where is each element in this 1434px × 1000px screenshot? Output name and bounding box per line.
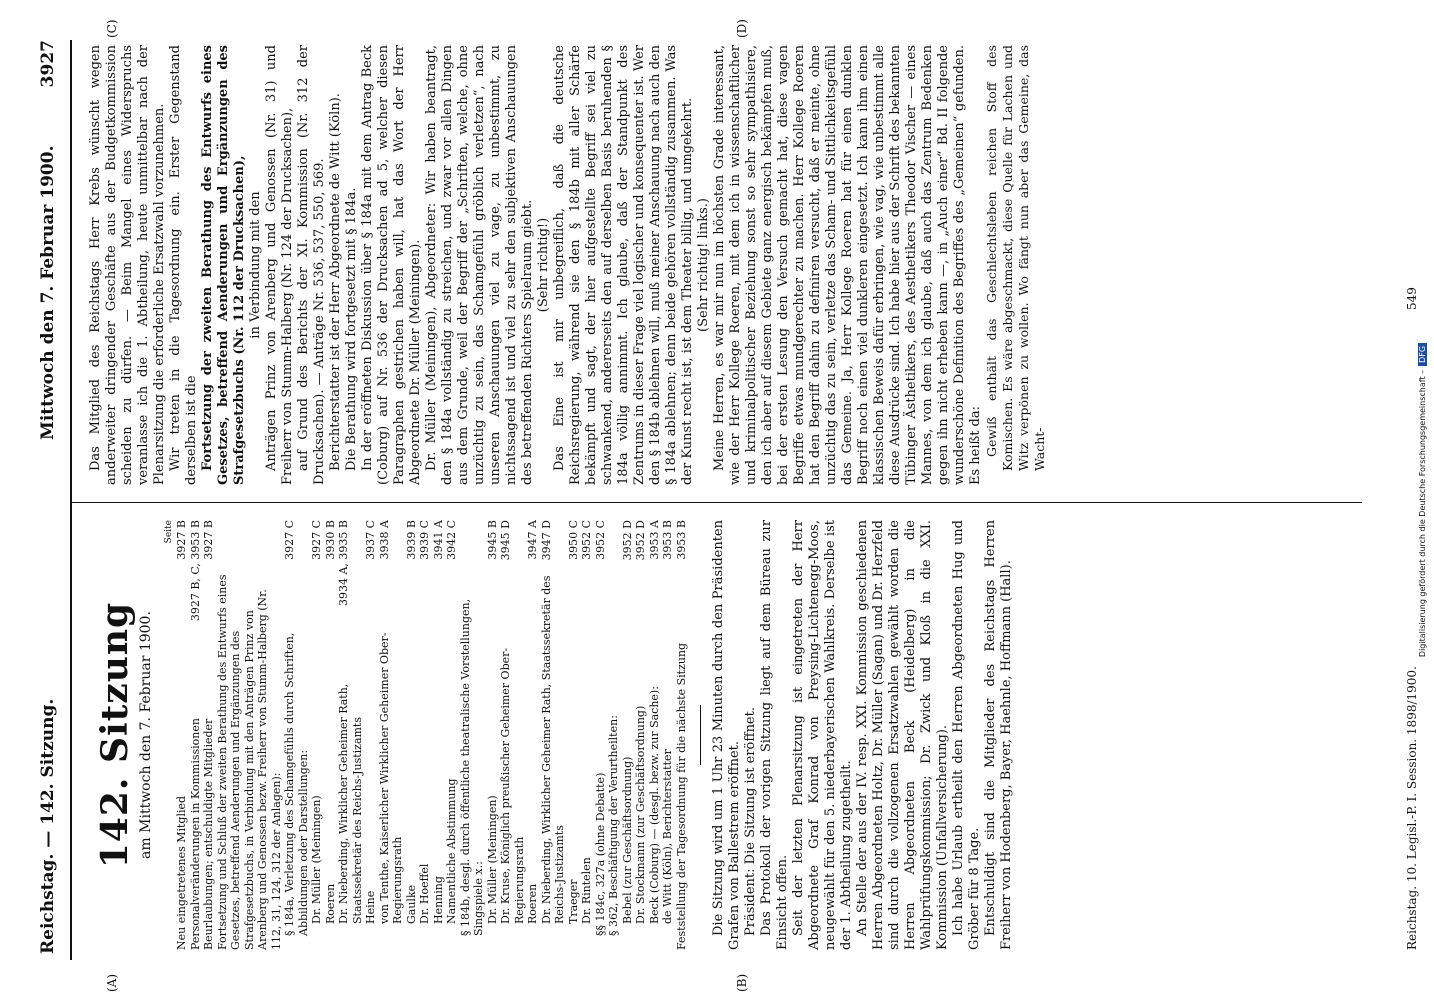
toc-entry: [418, 520, 432, 950]
header-rule: [70, 40, 72, 960]
toc-entry-text: Gaulke: [404, 884, 418, 924]
toc-entry-page: 3950 C: [566, 520, 580, 560]
toc-entry-page: 3945 D: [499, 520, 512, 561]
toc-entry-text: Bebel (zur Geschäftsordnung): [620, 756, 634, 924]
toc-entry-page: [459, 520, 486, 560]
toc-entry-text: Heine: [364, 890, 377, 924]
toc-entry-text: Dr. Nieberding, Wirklicher Geheimer Rath, Staatssekretär des Reichs-Justizamts: [337, 683, 364, 924]
digitization-note: [1418, 0, 1427, 1000]
right-paragraph: Gewiß enthält das Geschlechtsleben reichen Stoff des Komischen. Es wäre abgeschmackt, diese Quelle für Lachen und Witz verpönen zu wollen. Wo fängt nun aber das Gemeine, das Wacht-: [984, 45, 1047, 471]
toc-entry: [661, 520, 675, 950]
right-paragraph: In der eröffneten Diskussion über § 184a mit dem Antrag Beck (Coburg) auf Nr. 536 der Drucksachen ad 5, welcher diesen Paragraphen gestrichen haben will, hat das Wort der Herr Abgeordnete Dr. Müller (Meiningen).: [360, 45, 423, 485]
toc-entry: [337, 520, 364, 950]
right-paragraph: Meine Herren, es war mir nun im höchsten Grade interessant, wie der Herr Kollege Roeren, mit dem ich in wissenschaftlicher und kriminalpolitischer Beziehung sonst so sehr sympathisiere, den ich aber auf diesem Gebiete ganz energisch bekämpfen muß, bei der ersten Lesung den Versuch gemacht hat, diese vagen Begriffe etwas mundgerechter zu machen. Herr Kollege Roeren hat den Begriff dahin zu definiren versucht, daß er meinte, ohne unzüchtig das zu sein, verletze das Scham- und Sittlichkeitsgefühl das Gemeine. Ja, Herr Kollege Roeren hat für einen dunklen Begriff noch einen viel dunkleren eingesetzt. Ich kann ihm einen klassischen Beweis dafür erbringen, wie vag, wie unbestimmt alle diese Ausdrücke sind. Ich habe hier aus der Schrift des bekannten Tübinger Ästhetikers, des Aesthetikers Theodor Vischer — eines Mannes, von dem ich glaube, daß auch das Zentrum Bedenken gegen ihn nicht erheben kann —, in „Auch einer“ Bd. II folgende wunderschöne Definition des Begriffes des „Gemeinen“ gefunden. Es heißt da:: [712, 45, 983, 485]
toc-entry-page: 3953 A: [647, 520, 661, 560]
toc-entry-page: [607, 520, 621, 560]
right-paragraph: Die Berathung wird fortgesetzt mit § 184a.: [344, 187, 359, 471]
footer-right: 549: [1405, 287, 1419, 310]
toc-entry-text: § 362, Beschäftigung der Verurtheilten:: [607, 715, 620, 936]
toc-entry-text: Dr. Hoeffel: [418, 863, 431, 924]
left-paragraph: Das Protokoll der vorigen Sitzung liegt auf dem Büreau zur Einsicht offen.: [759, 520, 790, 950]
toc-entry-page: 3947 D: [539, 520, 553, 561]
toc-entry: [175, 520, 189, 950]
toc-entry: [283, 520, 310, 950]
toc-entry: [634, 520, 648, 950]
toc-entry-text: § 184a, Verletzung des Schamgefühls durch Schriften, Abbildungen oder Darstellungen:: [283, 632, 310, 936]
right-column: [88, 45, 1408, 485]
toc-entry-text: Henning: [431, 876, 445, 924]
left-paragraph: An Stelle der aus der IV. resp. XXI. Kommission geschiedenen Herren Abgeordneten Holtz, Dr. Müller (Sagan) und Dr. Herzfeld sind durch die vollzogenen Ersatzwahlen gewählt worden die Herren Abgeordneten Beck (Heidelberg) in die Wahlprüfungskommission; Dr. Zwick und Kloß in die XXI. Kommission (Unfallversicherung).: [855, 520, 950, 950]
margin-mark-b: (B): [735, 973, 749, 992]
right-paragraph: Das Eine ist mir unbegreiflich, daß die deutsche Reichsregierung, während sie den § 184b mit aller Schärfe bekämpft und sagt, der hier aufgestellte Begriff sei viel zu schwankend, andererseits den auf derselben Basis beruhenden § 184a völlig annimmt. Ich glaube, daß der Standpunkt des Zentrums in dieser Frage viel logischer und konsequenter ist. Wer den § 184b ablehnen will, muß meiner Anschauung nach auch den § 184a ablehnen; denn beide gehören vollständig zusammen. Was der Kunst recht ist, ist dem Theater billig, und umgekehrt.: [552, 45, 695, 485]
left-column: [88, 520, 1378, 950]
column-divider: [72, 502, 1362, 503]
toc-entry: [567, 520, 581, 950]
right-paragraph: (Sehr richtig! links.): [696, 198, 711, 332]
toc-entry: [432, 520, 446, 950]
toc-entry-text: Dr. Rintelen: [580, 857, 593, 924]
margin-mark-a: (A): [105, 973, 119, 992]
toc-entry-text: Roeren: [323, 883, 337, 924]
toc-entry-page: 3938 A: [377, 520, 391, 560]
toc-entry: [364, 520, 378, 950]
toc-entry-text: Dr. Kruse, Königlich preußischer Geheimer Ober-Regierungsrath: [499, 647, 526, 924]
right-paragraph: auf Grund des Berichts der XI. Kommission (Nr. 312 der Drucksachen). — Anträge Nr. 536, 537, 550, 569.: [296, 45, 327, 485]
toc-entry: [675, 520, 689, 950]
toc-entry: [580, 520, 594, 950]
left-paragraph: Ich habe Urlaub ertheilt den Herren Abgeordneten Hug und Gröber für 8 Tage.: [951, 520, 982, 950]
right-paragraph: in Verbindung mit den: [248, 191, 263, 339]
toc-entry-text: Neu eingetretenes Mitglied: [175, 795, 188, 950]
toc-entry-text: Personalveränderungen in Kommissionen: [188, 718, 202, 950]
toc-entry-page: 3934 A, 3935 B: [337, 520, 350, 607]
session-title: 142. Sitzung: [94, 601, 136, 869]
toc-entry-text: Dr. Nieberding, Wirklicher Geheimer Rath, Staatssekretär des Reichs-Justizamts: [539, 575, 566, 924]
right-body-text: [88, 45, 1048, 485]
toc-entry-text: Dr. Stockmann (zur Geschäftsordnung): [634, 705, 647, 924]
toc-entry-text: Beurlaubungen; entschuldigte Mitglieder: [202, 718, 215, 950]
toc-entry-page: 3939 B: [404, 520, 418, 560]
right-paragraph: Das Mitglied des Reichstags Herr Krebs wünscht wegen anderweiter dringender Geschäfte aus der Budgetkommission scheiden zu dürfen. — Beim Mangel eines Widerspruchs veranlasse ich die 1. Abtheilung, heute unmittelbar nach der Plenarsitzung die erforderliche Ersatzwahl vorzunehmen.: [88, 45, 167, 485]
left-body-text: [711, 520, 1015, 950]
toc-entry-page: 3927 B, C, 3953 B: [188, 520, 202, 622]
toc-entry-text: Dr. Müller (Meiningen): [485, 795, 499, 924]
toc-entry-text: Feststellung der Tagesordnung für die nächste Sitzung: [674, 642, 688, 950]
toc-entry: [189, 520, 203, 950]
toc-entry: [486, 520, 500, 950]
toc-entry-page: 3945 B: [485, 520, 499, 560]
digitization-text: Digitalisierung gefördert durch die Deutsche Forschungsgemeinschaft –: [1418, 369, 1427, 658]
left-paragraph: Seit der letzten Plenarsitzung ist eingetreten der Herr Abgeordnete Graf Konrad von Preysing-Lichtenegg-Moos, neugewählt für den 5. niederbayerischen Wahlkreis. Derselbe ist der 1. Abtheilung zugetheilt.: [791, 520, 854, 950]
header-page-number: 3927: [38, 40, 58, 88]
toc-entry: [459, 520, 486, 950]
margin-mark-d: (D): [735, 19, 749, 38]
toc-entry: [540, 520, 567, 950]
table-of-contents: [175, 520, 688, 950]
toc-entry-page: 3942 C: [445, 520, 458, 560]
toc-entry-page: 3927 B: [175, 520, 188, 560]
toc-entry-text: von Tenthe, Kaiserlicher Wirklicher Geheimer Ober-Regierungsrath: [377, 632, 404, 924]
toc-entry: [216, 520, 284, 950]
toc-entry-page: 3953 B: [674, 520, 688, 560]
toc-entry-text: Beck (Coburg) — (desgl. bezw. zur Sache):: [647, 686, 661, 924]
toc-entry-page: 3952 D: [634, 520, 647, 561]
session-subtitle: am Mittwoch den 7. Februar 1900.: [138, 611, 154, 859]
toc-entry: [324, 520, 338, 950]
toc-entry-text: de Witt (Köln), Berichterstatter: [661, 749, 674, 924]
right-paragraph: Dr. Müller (Meiningen), Abgeordneter: Wir haben beantragt, den § 184a vollständig zu streichen, und zwar vor allen Dingen aus dem Grunde, weil der Begriff der „Schriften, welche, ohne unzüchtig zu sein, das Schamgefühl gröblich verletzen“, nach unseren Anschauungen viel zu vage, zu unbestimmt, zu nichtssagend ist und viel zu sehr den subjektiven Anschauungen des betreffenden Richters Spielraum giebt.: [424, 45, 535, 485]
toc-entry-page: 3927 C: [283, 520, 296, 560]
dfg-logo: DFG: [1418, 343, 1427, 366]
right-paragraph: Fortsetzung der zweiten Berathung des Entwurfs eines Gesetzes, betreffend Aenderungen und Ergänzungen des Strafgesetzbuchs (Nr. 112 der Drucksachen),: [200, 45, 247, 485]
header-left: Reichstag. — 142. Sitzung.: [38, 698, 58, 954]
toc-entry: [594, 520, 608, 950]
toc-entry-page: 3927 B: [202, 520, 215, 560]
toc-entry: [202, 520, 216, 950]
toc-entry-page: 3952 C: [580, 520, 593, 560]
left-paragraph: Die Sitzung wird um 1 Uhr 23 Minuten durch den Präsidenten Grafen von Ballestrem eröffnet.: [711, 520, 742, 950]
header-center: Mittwoch den 7. Februar 1900.: [38, 145, 58, 440]
toc-entry-text: Dr. Müller (Meiningen): [310, 795, 323, 924]
toc-entry-text: §§ 184c, 327a (ohne Debatte): [593, 772, 607, 936]
toc-entry: [607, 520, 621, 950]
right-paragraph: Berichterstatter ist der Herr Abgeordnete de Witt (Köln).: [328, 93, 343, 471]
toc-entry: [648, 520, 662, 950]
toc-entry: [310, 520, 324, 950]
toc-entry: [621, 520, 635, 950]
toc-entry-page: 3941 A: [431, 520, 445, 560]
toc-entry-text: Namentliche Abstimmung: [445, 778, 458, 924]
toc-entry-text: Roeren: [526, 883, 539, 924]
margin-mark-c: (C): [105, 19, 119, 38]
left-paragraph: Präsident: Die Sitzung ist eröffnet.: [743, 707, 758, 936]
toc-rule: [700, 705, 701, 765]
right-paragraph: (Sehr richtig!): [536, 217, 551, 313]
toc-entry-page: 3953 B: [661, 520, 674, 560]
toc-entry: [378, 520, 405, 950]
toc-entry-text: Traeger: [566, 879, 580, 924]
toc-page-header: Seite: [164, 520, 174, 544]
toc-entry: [445, 520, 459, 950]
footer-left: Reichstag. 10. Legisl.-P. I. Session. 1898/1900.: [1405, 666, 1419, 950]
toc-entry-page: 3952 C: [593, 520, 607, 560]
toc-entry-page: 3947 A: [526, 520, 539, 560]
toc-entry-page: 3930 B: [323, 520, 337, 560]
toc-entry-text: Fortsetzung und Schluß der zweiten Berathung des Entwurfs eines Gesetzes, betreffend Aenderungen und Ergänzungen des Strafgesetzbuchs, in Verbindung mit den Anträgen Prinz von Arenberg und Genossen bezw. Freiherr von Stumm-Halberg (Nr. 112, 31, 124, 312 der Anlagen):: [215, 574, 283, 950]
toc-entry-page: 3939 C: [418, 520, 431, 560]
right-paragraph: Wir treten in die Tagesordnung ein. Erster Gegenstand derselben ist die: [168, 45, 199, 485]
toc-entry-page: [216, 520, 284, 560]
toc-entry-page: 3937 C: [364, 520, 377, 560]
toc-entry: [526, 520, 540, 950]
toc-entry: [405, 520, 419, 950]
toc-entry-text: § 184b, desgl. durch öffentliche theatralische Vorstellungen, Singspiele x.:: [458, 598, 485, 936]
toc-entry: [499, 520, 526, 950]
left-paragraph: Entschuldigt sind die Mitglieder des Reichstags Herren Freiherr von Hodenberg, Bayer, Haehnle, Hoffmann (Hall).: [983, 520, 1014, 950]
page-header: [38, 40, 68, 960]
toc-entry-page: 3927 C: [310, 520, 323, 560]
right-paragraph: Anträgen Prinz von Arenberg und Genossen (Nr. 31) und Freiherr von Stumm-Halberg (Nr. 124 der Drucksachen),: [264, 45, 295, 485]
toc-entry-page: 3952 D: [620, 520, 634, 561]
